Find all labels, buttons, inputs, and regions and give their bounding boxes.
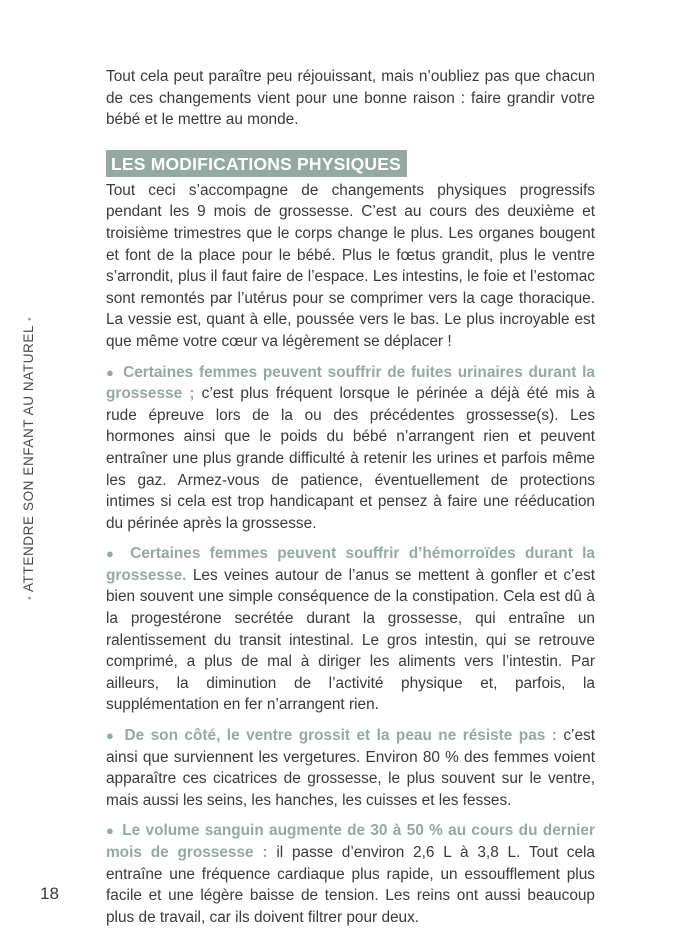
bullet-dot-icon: ● bbox=[106, 728, 117, 744]
bullet-text: Les veines autour de l’anus se mettent à gonfler et c’est bien souvent une simple conséquence de la constipation. Cela est dû à la progestérone secrétée durant la grossesse, qui entraîne un ralentissement du transit intestinal. Le gros intestin, qui se retrouve comprimé, a plus de mal à diriger les aliments vers l’intestin. Par ailleurs, la diminution de l’activité physique et, parfois, la supplémentation en fer n’arrangent rien. bbox=[106, 566, 595, 714]
main-text-column bbox=[106, 66, 595, 937]
running-header-vertical bbox=[21, 317, 36, 600]
bullet-lead: De son côté, le ventre grossit et la peau ne résiste pas : bbox=[124, 727, 557, 745]
bullet-item bbox=[106, 362, 595, 535]
bullet-lead: Certaines femmes peuvent souffrir d’hémorroïdes durant la grossesse. bbox=[106, 545, 595, 584]
bullet-item bbox=[106, 543, 595, 716]
bullet-lead: Certaines femmes peuvent souffrir de fuites urinaires durant la grossesse ; bbox=[106, 363, 595, 403]
bullet-dot-icon: ● bbox=[106, 546, 119, 562]
bullet-item bbox=[106, 820, 595, 928]
bullet-text: c’est ainsi que surviennent les vergetures. Environ 80 % des femmes voient apparaître ces cicatrices de grossesse, le plus souvent sur le ventre, mais aussi les seins, les hanches, les cuisses et les fesses. bbox=[106, 727, 595, 809]
bullet-lead: Le volume sanguin augmente de 30 à 50 % au cours du dernier mois de grossesse : bbox=[106, 822, 595, 861]
section-title: LES MODIFICATIONS PHYSIQUES bbox=[106, 150, 407, 177]
bullet-item bbox=[106, 725, 595, 811]
page-number: 18 bbox=[40, 884, 59, 903]
sidebar-dot-left: • bbox=[24, 595, 36, 600]
intro-paragraph: Tout cela peut paraître peu réjouissant, mais n’oubliez pas que chacun de ces changements vient pour une bonne raison : faire grandir votre bébé et le mettre au monde. bbox=[106, 68, 595, 129]
sidebar-text: ATTENDRE SON ENFANT AU NATUREL bbox=[21, 325, 36, 592]
bullet-dot-icon: ● bbox=[106, 364, 116, 380]
bullet-text: il passe d’environ 2,6 L à 3,8 L. Tout cela entraîne une fréquence cardiaque plus rapide, un essoufflement plus facile et une légère baisse de tension. Les reins ont aussi beaucoup plus de travail, car ils doivent filtrer pour deux. bbox=[106, 844, 595, 926]
bullet-text: c’est plus fréquent lorsque le périnée a déjà été mis à rude épreuve lors de la ou des précédentes grossesse(s). Les hormones ainsi que le poids du bébé n’arrangent rien et peuvent entraîner une plus grande difficulté à retenir les urines et parfois même les gaz. Armez-vous de patience, éventuellement de protections intimes si cela est trop handicapant et pensez à faire une rééducation du périnée après la grossesse. bbox=[106, 385, 595, 532]
section-paragraph: Tout ceci s’accompagne de changements physiques progressifs pendant les 9 mois de grossesse. C’est au cours des deuxième et troisième trimestres que le corps change le plus. Les organes bougent et font de la place pour le bébé. Plus le fœtus grandit, plus le ventre s’arrondit, plus il faut faire de l’espace. Les intestins, le foie et l’estomac sont remontés par l’utérus pour se comprimer vers la cage thoracique. La vessie est, quant à elle, poussée vers le bas. Le plus incroyable est que même votre cœur va légèrement se déplacer ! bbox=[106, 181, 595, 350]
bullet-dot-icon: ● bbox=[106, 823, 115, 839]
sidebar-dot-right: • bbox=[24, 316, 36, 322]
